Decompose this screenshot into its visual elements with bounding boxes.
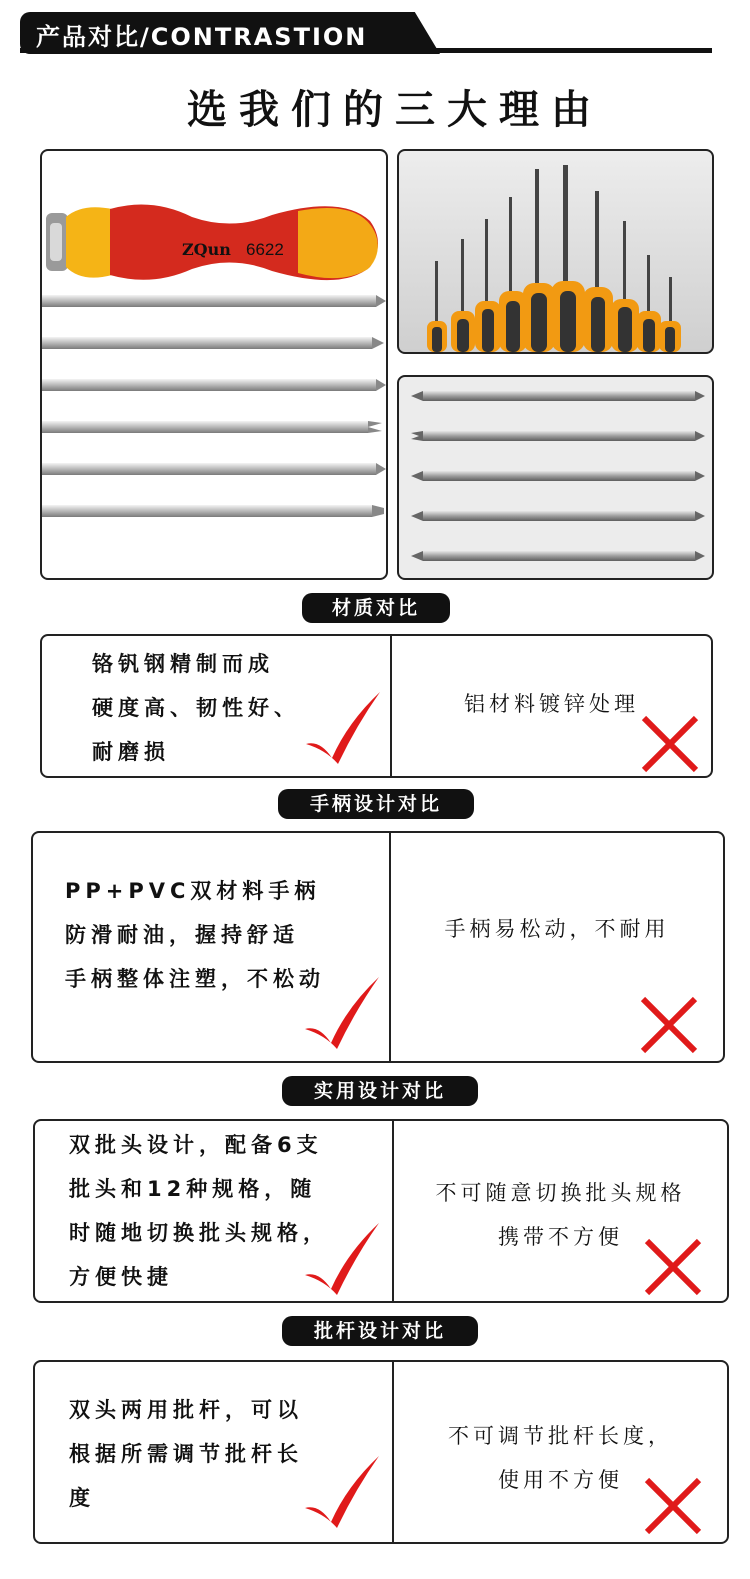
comparison-card-handle xyxy=(31,831,725,1063)
product-photo-set xyxy=(397,149,714,354)
comparison-card-material xyxy=(40,634,713,778)
good-text-shaft: 双头两用批杆，可以 根据所需调节批杆长 度 xyxy=(69,1398,303,1510)
bad-text-material: 铝材料镀锌处理 xyxy=(464,692,639,716)
main-title: 选我们的三大理由 xyxy=(187,87,603,133)
card-divider xyxy=(392,1362,394,1542)
cross-mark-icon xyxy=(639,995,699,1055)
handle-brand-text: ZQun xyxy=(182,240,231,259)
bad-text-practical: 不可随意切换批头规格 携带不方便 xyxy=(435,1181,686,1249)
good-text-material: 铬钒钢精制而成 硬度高、韧性好、 耐磨损 xyxy=(92,652,300,764)
cross-mark-icon xyxy=(643,1476,703,1536)
section-label-handle: 手柄设计对比 xyxy=(278,789,474,819)
bit-shafts xyxy=(42,295,386,517)
handle-model-text: 6622 xyxy=(246,240,284,259)
double-ended-bits xyxy=(411,391,705,561)
product-photo-handle xyxy=(40,149,388,580)
check-mark-icon xyxy=(303,1452,381,1532)
card-divider xyxy=(392,1121,394,1301)
good-text-handle: PP+PVC双材料手柄 防滑耐油，握持舒适 手柄整体注塑，不松动 xyxy=(65,879,325,991)
good-text-practical: 双批头设计，配备6支 批头和12种规格，随 时随地切换批头规格， 方便快捷 xyxy=(69,1133,329,1289)
cross-mark-icon xyxy=(643,1237,703,1297)
check-mark-icon xyxy=(303,1219,381,1299)
section-label-shaft: 批杆设计对比 xyxy=(282,1316,478,1346)
card-divider xyxy=(390,636,392,776)
bad-text-shaft: 不可调节批杆长度， 使用不方便 xyxy=(448,1424,673,1492)
card-divider xyxy=(389,833,391,1061)
bad-text-handle: 手柄易松动，不耐用 xyxy=(444,917,670,941)
screwdriver-set xyxy=(427,165,681,352)
product-photo-bits xyxy=(397,375,714,580)
section-label-material: 材质对比 xyxy=(302,593,450,623)
comparison-card-shaft xyxy=(33,1360,729,1544)
cross-mark-icon xyxy=(640,714,700,774)
comparison-card-practical xyxy=(33,1119,729,1303)
section-label-practical: 实用设计对比 xyxy=(282,1076,478,1106)
header-title: 产品对比/CONTRASTION xyxy=(36,23,368,51)
check-mark-icon xyxy=(303,973,381,1053)
check-mark-icon xyxy=(304,688,382,768)
